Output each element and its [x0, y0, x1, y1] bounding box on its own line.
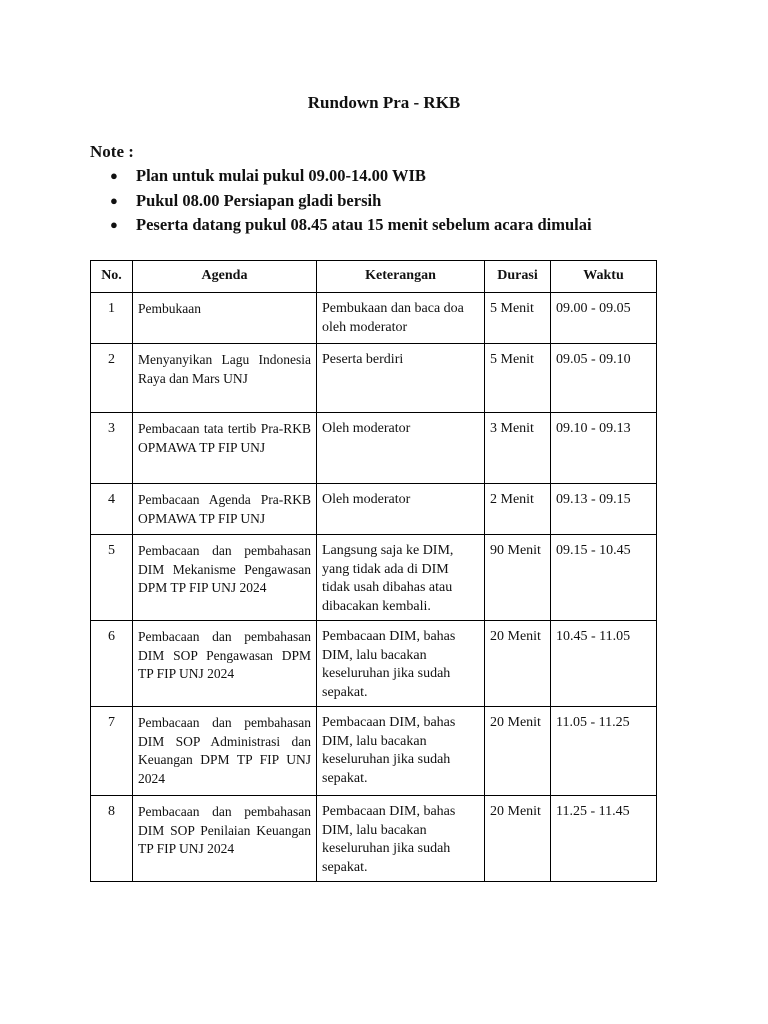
bullet-icon: ●	[110, 217, 118, 232]
cell-durasi: 5 Menit	[485, 344, 551, 413]
header-durasi: Durasi	[485, 261, 551, 293]
cell-keterangan: Oleh moderator	[317, 413, 485, 484]
note-text: Plan untuk mulai pukul 09.00-14.00 WIB	[136, 166, 426, 185]
cell-agenda: Pembacaan dan pembahasan DIM SOP Pengawasan DPM TP FIP UNJ 2024	[133, 621, 317, 707]
cell-keterangan: Pembacaan DIM, bahas DIM, lalu bacakan keseluruhan jika sudah sepakat.	[317, 621, 485, 707]
cell-durasi: 20 Menit	[485, 796, 551, 882]
header-agenda: Agenda	[133, 261, 317, 293]
note-item	[110, 213, 592, 238]
cell-no: 6	[91, 621, 133, 707]
cell-agenda: Pembacaan Agenda Pra-RKB OPMAWA TP FIP UNJ	[133, 484, 317, 535]
cell-no: 1	[91, 293, 133, 344]
table-row	[91, 413, 657, 484]
table-row	[91, 796, 657, 882]
cell-no: 2	[91, 344, 133, 413]
cell-waktu: 09.13 - 09.15	[551, 484, 657, 535]
table-row	[91, 293, 657, 344]
cell-agenda: Pembacaan dan pembahasan DIM Mekanisme Pengawasan DPM TP FIP UNJ 2024	[133, 535, 317, 621]
note-text: Pukul 08.00 Persiapan gladi bersih	[136, 190, 382, 210]
note-text: Peserta datang pukul 08.45 atau 15 menit sebelum acara dimulai	[136, 215, 592, 234]
header-no: No.	[91, 261, 133, 293]
cell-keterangan: Pembacaan DIM, bahas DIM, lalu bacakan keseluruhan jika sudah sepakat.	[317, 707, 485, 796]
document-title: Rundown Pra - RKB	[307, 93, 461, 112]
cell-durasi: 20 Menit	[485, 621, 551, 707]
cell-waktu: 09.10 - 09.13	[551, 413, 657, 484]
cell-durasi: 5 Menit	[485, 293, 551, 344]
cell-keterangan: Pembacaan DIM, bahas DIM, lalu bacakan keseluruhan jika sudah sepakat.	[317, 796, 485, 882]
cell-agenda: Pembacaan dan pembahasan DIM SOP Penilaian Keuangan TP FIP UNJ 2024	[133, 796, 317, 882]
bullet-icon: ●	[110, 168, 118, 183]
bullet-icon: ●	[110, 192, 118, 208]
table-row	[91, 344, 657, 413]
table-header-row	[91, 261, 657, 293]
cell-waktu: 09.15 - 10.45	[551, 535, 657, 621]
cell-keterangan: Langsung saja ke DIM, yang tidak ada di DIM tidak usah dibahas atau dibacakan kembali.	[317, 535, 485, 621]
cell-waktu: 09.05 - 09.10	[551, 344, 657, 413]
cell-no: 3	[91, 413, 133, 484]
cell-waktu: 11.05 - 11.25	[551, 707, 657, 796]
cell-durasi: 90 Menit	[485, 535, 551, 621]
cell-no: 8	[91, 796, 133, 882]
cell-durasi: 3 Menit	[485, 413, 551, 484]
header-keterangan: Keterangan	[317, 261, 485, 293]
note-item	[110, 189, 592, 214]
cell-agenda: Menyanyikan Lagu Indonesia Raya dan Mars UNJ	[133, 344, 317, 413]
header-waktu: Waktu	[551, 261, 657, 293]
table-row	[91, 621, 657, 707]
table-row	[91, 707, 657, 796]
cell-keterangan: Peserta berdiri	[317, 344, 485, 413]
cell-no: 5	[91, 535, 133, 621]
cell-durasi: 20 Menit	[485, 707, 551, 796]
note-label: Note :	[90, 142, 134, 161]
cell-waktu: 09.00 - 09.05	[551, 293, 657, 344]
table-row	[91, 535, 657, 621]
cell-keterangan: Pembukaan dan baca doa oleh moderator	[317, 293, 485, 344]
cell-agenda: Pembacaan tata tertib Pra-RKB OPMAWA TP FIP UNJ	[133, 413, 317, 484]
cell-keterangan: Oleh moderator	[317, 484, 485, 535]
cell-waktu: 11.25 - 11.45	[551, 796, 657, 882]
cell-waktu: 10.45 - 11.05	[551, 621, 657, 707]
table-row	[91, 484, 657, 535]
note-item	[110, 164, 592, 189]
cell-no: 4	[91, 484, 133, 535]
cell-agenda: Pembukaan	[133, 293, 317, 344]
cell-durasi: 2 Menit	[485, 484, 551, 535]
notes-list	[110, 164, 592, 238]
cell-no: 7	[91, 707, 133, 796]
cell-agenda: Pembacaan dan pembahasan DIM SOP Administrasi dan Keuangan DPM TP FIP UNJ 2024	[133, 707, 317, 796]
rundown-table	[90, 260, 657, 882]
